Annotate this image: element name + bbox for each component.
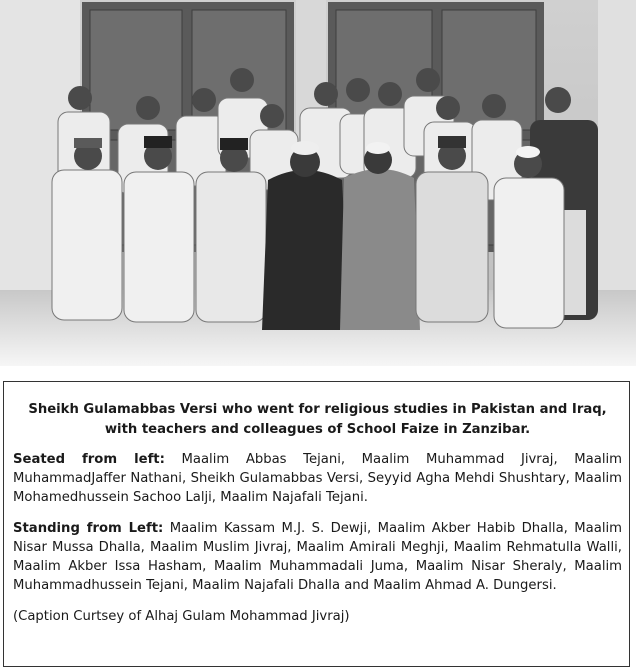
standing-names: Maalim Kassam M.J. S. Dewji, Maalim Akber Habib Dhalla, Maalim Nisar Mussa Dhalla, Maalim Muslim Jivraj, Maalim Amirali Meghji, Maalim Rehmatulla Walli, Maalim Akber Issa Hasham, Maalim Muhammadali Juma, Maalim Nisar Sheraly, Maalim Muhammadhussein Tejani, Maalim Najafali Dhalla and Maalim Ahmad A. Dungersi. <box>13 521 622 593</box>
caption-box <box>3 381 630 667</box>
standing-paragraph <box>13 519 622 595</box>
standing-label: Standing from Left: <box>13 521 164 536</box>
seated-label: Seated from left: <box>13 452 165 467</box>
seated-names: Maalim Abbas Tejani, Maalim Muhammad Jivraj, Maalim MuhammadJaffer Nathani, Sheikh Gulamabbas Versi, Seyyid Agha Mehdi Shushtary, Maalim Mohamedhussein Sachoo Lalji, Maalim Najafali Tejani. <box>13 452 622 505</box>
seated-paragraph <box>13 450 622 507</box>
caption-credit: (Caption Curtsey of Alhaj Gulam Mohammad Jivraj) <box>13 609 350 624</box>
caption-title: Sheikh Gulamabbas Versi who went for religious studies in Pakistan and Iraq, with teachers and colleagues of School Faize in Zanzibar. <box>28 402 607 437</box>
